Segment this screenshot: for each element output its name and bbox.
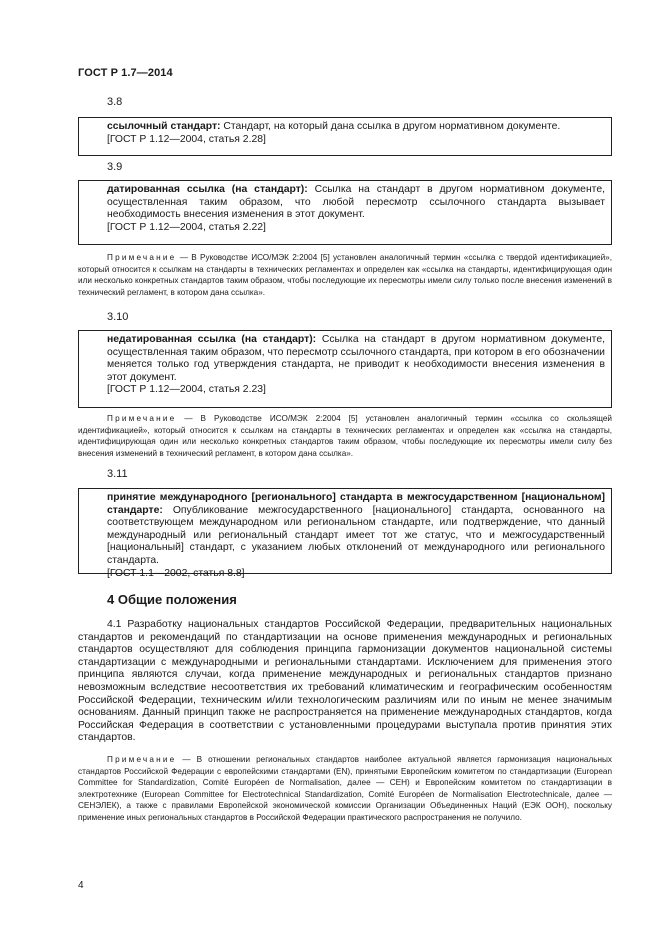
note-label: Примечание [107,253,177,262]
term-definition: Стандарт, на который дана ссылка в другом нормативном документе. [220,121,561,132]
section-paragraph: 4.1 Разработку национальных стандартов Российской Федерации, предварительных национальных стандартов и рекомендаций по стандартизации на основе применения международных и региональных стандартов осуществляют для соблюдения принципа гармонизации документов национальной системы стандартизации с международными и региональными стандартами. Исключением для применения этого принципа являются случаи, когда применение международных и региональных стандартов признано невозможным вследствие несоответствия их требований климатическим и географическим особенностям Российской Федерации, техническим и/или технологическим различиям или по иным не менее значимым основаниям. Данный принцип также не распространяется на применение международных стандартов, когда Российская Федерация в соответствии с установленными процедурами выступала против принятия этих стандартов. [78,619,612,744]
term-title: ссылочный стандарт: [107,121,221,132]
term-reference: [ГОСТ Р 1.12—2004, статья 2.22] [107,221,266,233]
term-definition: Ссылка на стандарт в другом нормативном документе, осуществленная таким образом, что пересмотр ссылочного стандарта, при котором в его обозначении меняется только год утверждения стандарта, не приводит к необходимости внесения изменения в этот документ. [107,334,605,383]
note-text: — В Руководстве ИСО/МЭК 2:2004 [5] установлен аналогичный термин «ссылка со скользящей идентификацией», который относится к ссылкам на стандарты в технических регламентах и определен как «ссылка на стандарты, идентифицирующая один или несколько конкретных стандартов таким образом, чтобы последующие их пересмотры имели силу без внесения изменений в технический регламент, в котором дана ссылка». [78,414,612,458]
term-box [78,117,612,156]
entry-number: 3.9 [107,161,123,173]
note-text: — В отношении региональных стандартов наиболее актуальной является гармонизация национальных стандартов Российской Федерации с европейскими стандартами (EN), принятыми Европейским комитетом по стандартизации (European Committee for Standardization, Comité Européen de Normalisation, далее — CEH) и Европейским комитетом по стандартизации в электротехнике (European Committee for Electrotechnical Standardization, Comité Européen de Normalisation Electrotechnicale, далее — CEHЭЛЕК), а также с правилами Европейской экономической комиссии Организации Объединенных Наций (ЕЭК ООН), поскольку применение иных региональных стандартов в Российской Федерации практического распространения не получило. [78,755,612,822]
term-title: принятие международного [регионального] стандарта в межгосударственном [национальном] стандарте: [107,492,605,516]
term-title: недатированная ссылка (на стандарт): [107,334,317,345]
entry-number: 3.11 [107,468,128,480]
term-definition: Опубликование межгосударственного [национального] стандарта, основанного на соответствующем международном или региональном стандарте, или подтверждение, что данный международный или региональный стандарт имеет тот же статус, что и межгосударственный [национальный] стандарт, с указанием любых отклонений от международного или регионального стандарта. [107,504,605,566]
entry-number: 3.10 [107,311,129,323]
note-label: Примечание [107,414,177,423]
document-code-header: ГОСТ Р 1.7—2014 [78,67,173,79]
note [78,252,612,298]
note-label: Примечание [107,755,177,764]
page-number: 4 [78,880,84,891]
term-reference: [ГОСТ Р 1.12—2004, статья 2.23] [107,384,266,396]
term-box [78,330,612,408]
note-text: — В Руководстве ИСО/МЭК 2:2004 [5] установлен аналогичный термин «ссылка с твердой идентификацией», который относится к ссылкам на стандарты в технических регламентах и определен как «ссылка на стандарты, идентифицирующая один или несколько конкретных стандартов таким образом, чтобы последующие их пересмотры имели силу только после внесения изменений в технический регламент, в котором дана ссылка». [78,253,612,297]
term-box [78,488,612,579]
note [78,413,612,459]
term-box [78,180,612,245]
note [78,754,612,824]
entry-number: 3.8 [107,96,123,108]
term-definition: Ссылка на стандарт в другом нормативном документе, осуществленная таким образом, что любой пересмотр ссылочного стандарта вызывает необходимость внесения изменения в этот документ. [107,184,605,221]
term-reference: [ГОСТ 1.1—2002, статья 8.8] [107,567,245,579]
section-title: 4 Общие положения [107,592,237,607]
term-title: датированная ссылка (на стандарт): [107,184,308,195]
term-reference: [ГОСТ Р 1.12—2004, статья 2.28] [107,133,266,145]
